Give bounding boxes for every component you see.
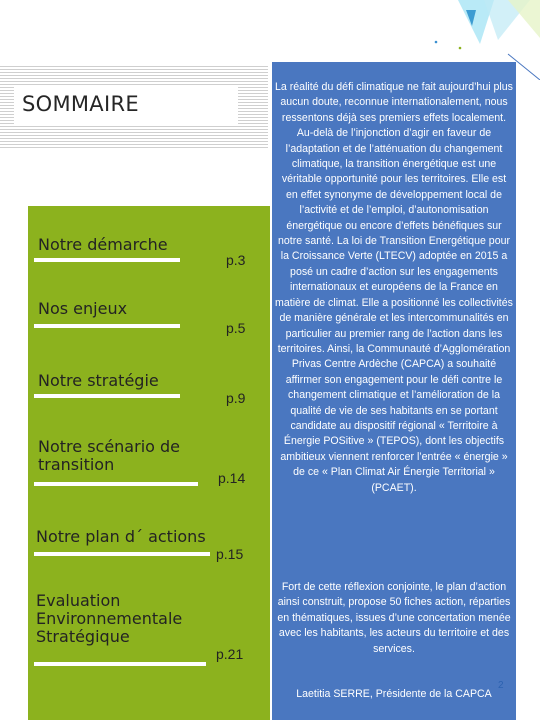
contents-item-title: Nos enjeux <box>38 299 128 318</box>
contents-item-page: p.3 <box>226 252 246 268</box>
contents-item-page: p.21 <box>216 646 244 662</box>
contents-item-rule <box>34 324 180 328</box>
contents-item-title: Notre plan d´ actions <box>36 527 206 546</box>
contents-item-page: p.5 <box>226 320 246 336</box>
contents-panel <box>28 206 270 720</box>
contents-item-title: Notre démarche <box>38 235 168 254</box>
contents-item-page: p.9 <box>226 390 246 406</box>
title-box <box>14 86 238 126</box>
contents-item-rule <box>34 662 206 666</box>
contents-item-rule <box>34 482 198 486</box>
contents-item-title: Notre stratégie <box>38 371 159 390</box>
page-number: 2 <box>498 680 504 691</box>
editorial-signature: Laetitia SERRE, Présidente de la CAPCA <box>296 688 492 700</box>
contents-item-page: p.14 <box>218 470 246 486</box>
page-title: SOMMAIRE <box>22 92 139 116</box>
editorial-closing: Fort de cette réflexion conjointe, le plan d’action ainsi construit, propose 50 fiches action, réparties en thématiques, issues d’une concertation menée avec les habitants, les acteurs du territoire et des services. <box>277 581 511 655</box>
contents-item-rule <box>34 258 180 262</box>
contents-item-title: Evaluation Environnementale Stratégique <box>36 591 183 646</box>
contents-item-rule <box>34 552 210 556</box>
editorial-intro: La réalité du défi climatique ne fait aujourd’hui plus aucun doute, reconnue internationalement, nous ressentons déjà ses premiers effets localement. Au-delà de l’injonction d’agir en faveur de l’adaptation et de l’atténuation du changement climatique, la transition énergétique est une véritable opportunité pour les territoires. Elle est en effet synonyme de développement local de l’activité et de l’emploi, d’autonomisation énergétique ou encore d’effets bénéfiques sur notre santé. La loi de Transition Energétique pour la Croissance Verte (LTECV) adoptée en 2015 a posé un cadre d’action sur les engagements internationaux et européens de la France en matière de climat. Elle a positionné les collectivités de manière générale et les intercommunalités en particulier au premier rang de l’action dans les territoires. Ainsi, la Communauté d’Agglomération Privas Centre Ardèche (CAPCA) a souhaité affirmer son engagement pour le défi contre le changement climatique et l’amélioration de la qualité de vie de ses habitants en se portant candidate au dispositif régional « Territoire à Énergie POSitive » (TEPOS), dont les objectifs ambitieux viennent renforcer l’entrée « énergie » de ce « Plan Climat Air Énergie Territorial » (PCAET). <box>275 81 513 494</box>
contents-item-title: Notre scénario de transition <box>38 437 181 474</box>
contents-item-rule <box>34 394 180 398</box>
contents-item-page: p.15 <box>216 546 244 562</box>
